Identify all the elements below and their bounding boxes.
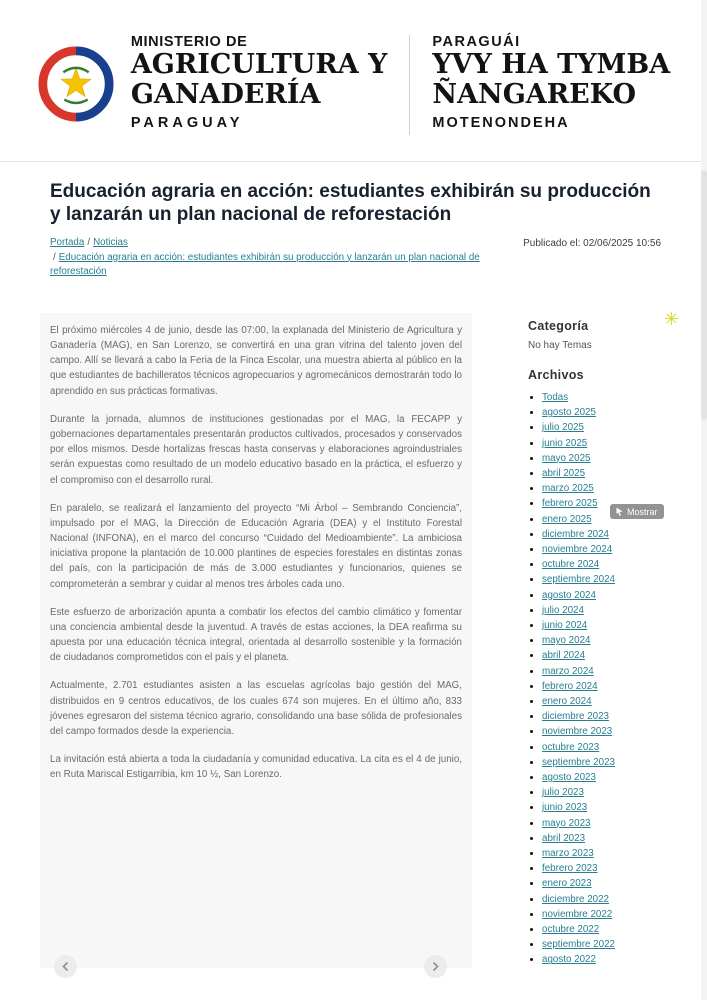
archive-item bbox=[542, 512, 661, 527]
archive-link[interactable]: octubre 2023 bbox=[542, 741, 600, 753]
archive-link[interactable]: septiembre 2022 bbox=[542, 939, 615, 951]
archive-link[interactable]: abril 2025 bbox=[542, 467, 586, 479]
archive-item bbox=[542, 664, 661, 679]
archive-link[interactable]: diciembre 2024 bbox=[542, 528, 609, 540]
article-paragraph: Actualmente, 2.701 estudiantes asisten a las escuelas agrícolas bajo gestión del MAG, distribuidos en 9 centros educativos, de los cuales 674 son mujeres. En el último año, 833 jóvenes egresaron del sistema técnico agrario, consolidando una base sólida de profesionales del campo formados desde la experiencia. bbox=[50, 680, 462, 737]
archive-link[interactable]: noviembre 2024 bbox=[542, 543, 613, 555]
archive-item bbox=[542, 603, 661, 618]
paraguay-coat-of-arms-logo bbox=[37, 33, 115, 135]
archive-link[interactable]: enero 2024 bbox=[542, 696, 592, 708]
breadcrumb bbox=[50, 236, 480, 279]
archive-link[interactable]: julio 2024 bbox=[542, 604, 584, 616]
archive-item bbox=[542, 451, 661, 466]
archive-link[interactable]: enero 2023 bbox=[542, 878, 592, 890]
archive-link[interactable]: julio 2023 bbox=[542, 787, 584, 799]
archive-link[interactable]: junio 2025 bbox=[542, 437, 588, 449]
archive-item bbox=[542, 907, 661, 922]
site-header bbox=[0, 0, 707, 151]
archive-item bbox=[542, 740, 661, 755]
archive-item bbox=[542, 588, 661, 603]
ministry-line-3: GANADERÍA bbox=[130, 79, 321, 111]
archive-link[interactable]: abril 2024 bbox=[542, 650, 586, 662]
accessibility-widget-icon[interactable]: ✳ bbox=[663, 309, 679, 329]
archive-item bbox=[542, 420, 661, 435]
breadcrumb-separator: / bbox=[53, 251, 56, 263]
guarani-line-3: ÑANGAREKO bbox=[432, 79, 637, 111]
archive-item bbox=[542, 390, 661, 405]
archive-link[interactable]: octubre 2022 bbox=[542, 924, 600, 936]
scrollbar-track[interactable] bbox=[701, 0, 707, 1000]
archive-item bbox=[542, 831, 661, 846]
archive-link[interactable]: marzo 2025 bbox=[542, 483, 594, 495]
archive-item bbox=[542, 466, 661, 481]
sidebar bbox=[528, 313, 661, 968]
archive-link[interactable]: diciembre 2023 bbox=[542, 711, 609, 723]
archive-item bbox=[542, 679, 661, 694]
archive-item bbox=[542, 800, 661, 815]
breadcrumb-home-link[interactable]: Portada bbox=[50, 237, 85, 249]
archive-item bbox=[542, 724, 661, 739]
guarani-line-1: PARAGUÁI bbox=[432, 34, 521, 50]
page-title: Educación agraria en acción: estudiantes exhibirán su producción y lanzarán un plan nacional de reforestación bbox=[50, 181, 651, 226]
archive-link[interactable]: noviembre 2022 bbox=[542, 908, 613, 920]
archive-link[interactable]: septiembre 2024 bbox=[542, 574, 615, 586]
archive-link[interactable]: agosto 2025 bbox=[542, 407, 596, 419]
archive-link[interactable]: abril 2023 bbox=[542, 832, 586, 844]
archive-item bbox=[542, 861, 661, 876]
archive-link[interactable]: junio 2023 bbox=[542, 802, 588, 814]
archive-item bbox=[542, 785, 661, 800]
coat-of-arms-icon bbox=[37, 33, 115, 135]
archive-item bbox=[542, 542, 661, 557]
article-paragraph: La invitación está abierta a toda la ciudadanía y comunidad educativa. La cita es el 4 de junio, en Ruta Mariscal Estigarribia, km 10 ½, San Lorenzo. bbox=[50, 754, 462, 781]
category-heading: Categoría bbox=[528, 318, 589, 333]
archive-link[interactable]: mayo 2025 bbox=[542, 452, 591, 464]
main-content bbox=[0, 162, 707, 968]
archive-item bbox=[542, 846, 661, 861]
mostrar-tooltip-label: Mostrar bbox=[627, 506, 658, 517]
archive-link[interactable]: marzo 2024 bbox=[542, 665, 594, 677]
scrollbar-thumb[interactable] bbox=[701, 170, 707, 420]
archive-link[interactable]: febrero 2023 bbox=[542, 863, 598, 875]
archive-link[interactable]: diciembre 2022 bbox=[542, 893, 609, 905]
archive-item bbox=[542, 892, 661, 907]
ministry-line-4: PARAGUAY bbox=[130, 115, 244, 132]
archive-link[interactable]: mayo 2024 bbox=[542, 635, 591, 647]
breadcrumb-current-link[interactable]: Educación agraria en acción: estudiantes exhibirán su producción y lanzarán un plan nacional de reforestación bbox=[50, 251, 480, 277]
archive-link[interactable]: junio 2024 bbox=[542, 620, 588, 631]
archive-link[interactable]: febrero 2025 bbox=[542, 498, 598, 510]
article-paragraph: Este esfuerzo de arborización apunta a combatir los efectos del cambio climático y fomentar una conciencia ambiental desde la juventud. A través de estas acciones, la DEA reafirma su apuesta por una educación técnica integral, orientada al desarrollo sostenible y la formación de ciudadanos comprometidos con el país y el planeta. bbox=[50, 606, 462, 664]
guarani-line-4: MOTENONDEHA bbox=[432, 115, 570, 132]
archive-link[interactable]: enero 2025 bbox=[542, 513, 592, 525]
archive-link[interactable]: noviembre 2023 bbox=[542, 726, 613, 738]
archive-item bbox=[542, 770, 661, 785]
article-paragraph: El próximo miércoles 4 de junio, desde las 07:00, la explanada del Ministerio de Agricultura y Ganadería (MAG), en San Lorenzo, se convertirá en una gran vitrina del talento joven del campo. Allí se llevará a cabo la Feria de la Finca Escolar, una muestra abierta al público en la que estudiantes de bachilleratos técnicos agropecuarios y agromecánicos demostrarán todo lo aprendido en sus prácticas formativas. bbox=[50, 324, 462, 397]
archive-link[interactable]: septiembre 2023 bbox=[542, 756, 615, 768]
archive-item bbox=[542, 922, 661, 937]
archive-link[interactable]: agosto 2023 bbox=[542, 772, 596, 784]
content-row bbox=[50, 313, 661, 968]
archives-heading: Archivos bbox=[528, 367, 584, 382]
archive-item bbox=[542, 952, 661, 967]
archive-link[interactable]: Todas bbox=[542, 391, 569, 403]
meta-row bbox=[50, 236, 661, 279]
article-body bbox=[40, 313, 472, 968]
archive-item bbox=[542, 618, 661, 633]
archive-link[interactable]: julio 2025 bbox=[542, 422, 584, 434]
archive-item bbox=[542, 694, 661, 709]
archive-link[interactable]: octubre 2024 bbox=[542, 559, 600, 571]
breadcrumb-section-link[interactable]: Noticias bbox=[93, 237, 128, 249]
article-paragraph: Durante la jornada, alumnos de instituciones gestionadas por el MAG, la FECAPP y gobernaciones departamentales presentarán productos cultivados, procesados y conservados por ellos mismos. Desde hortalizas frescas hasta conservas y elaboraciones agroindustriales serán expuestas como resultado de un modelo educativo basado en la práctica, el esfuerzo y el compromiso con el desarrollo rural. bbox=[50, 413, 462, 486]
archive-link[interactable]: agosto 2024 bbox=[542, 589, 596, 601]
archive-item bbox=[542, 816, 661, 831]
archive-item bbox=[542, 436, 661, 451]
prev-page-button[interactable] bbox=[54, 955, 77, 978]
ministry-name-guarani bbox=[432, 34, 670, 131]
guarani-line-2: YVY HA TYMBA bbox=[432, 49, 671, 80]
archive-item bbox=[542, 481, 661, 496]
ministry-line-2: AGRICULTURA Y bbox=[130, 49, 388, 80]
chevron-left-icon bbox=[61, 962, 70, 971]
archive-item bbox=[542, 633, 661, 648]
chevron-right-icon bbox=[431, 962, 440, 971]
archive-item bbox=[542, 405, 661, 420]
archive-item bbox=[542, 709, 661, 724]
archive-item bbox=[542, 876, 661, 891]
breadcrumb-current-wrap bbox=[50, 251, 480, 279]
published-date: Publicado el: 02/06/2025 10:56 bbox=[523, 238, 661, 250]
archive-item bbox=[542, 496, 661, 511]
archives-list bbox=[528, 390, 661, 968]
archive-link[interactable]: mayo 2023 bbox=[542, 817, 591, 829]
article-paragraph: En paralelo, se realizará el lanzamiento del proyecto “Mi Árbol – Sembrando Conciencia”, impulsado por el MAG, la Dirección de Educación Agraria (DEA) y el Instituto Forestal Nacional (INFONA), en el marco del concurso “Cuidado del Medioambiente”. La ambiciosa iniciativa propone la plantación de 10.000 plantines de especies forestales en distintas zonas del país, con la participación de más de 3.000 estudiantes y funcionarios, quienes se comprometerán a sembrar y cuidar al menos tres árboles cada uno. bbox=[50, 502, 462, 590]
header-divider bbox=[409, 35, 410, 135]
archive-link[interactable]: febrero 2024 bbox=[542, 680, 598, 692]
archive-item bbox=[542, 648, 661, 663]
archive-item bbox=[542, 755, 661, 770]
archive-link[interactable]: marzo 2023 bbox=[542, 848, 594, 860]
ministry-line-1: MINISTERIO DE bbox=[130, 34, 248, 50]
ministry-name-spanish bbox=[131, 34, 388, 131]
archive-item bbox=[542, 572, 661, 587]
next-page-button[interactable] bbox=[424, 955, 447, 978]
archive-item bbox=[542, 937, 661, 952]
archive-link[interactable]: agosto 2022 bbox=[542, 954, 596, 966]
category-empty-text: No hay Temas bbox=[528, 339, 592, 351]
archive-item bbox=[542, 557, 661, 572]
archive-item bbox=[542, 527, 661, 542]
breadcrumb-separator: / bbox=[87, 237, 91, 249]
